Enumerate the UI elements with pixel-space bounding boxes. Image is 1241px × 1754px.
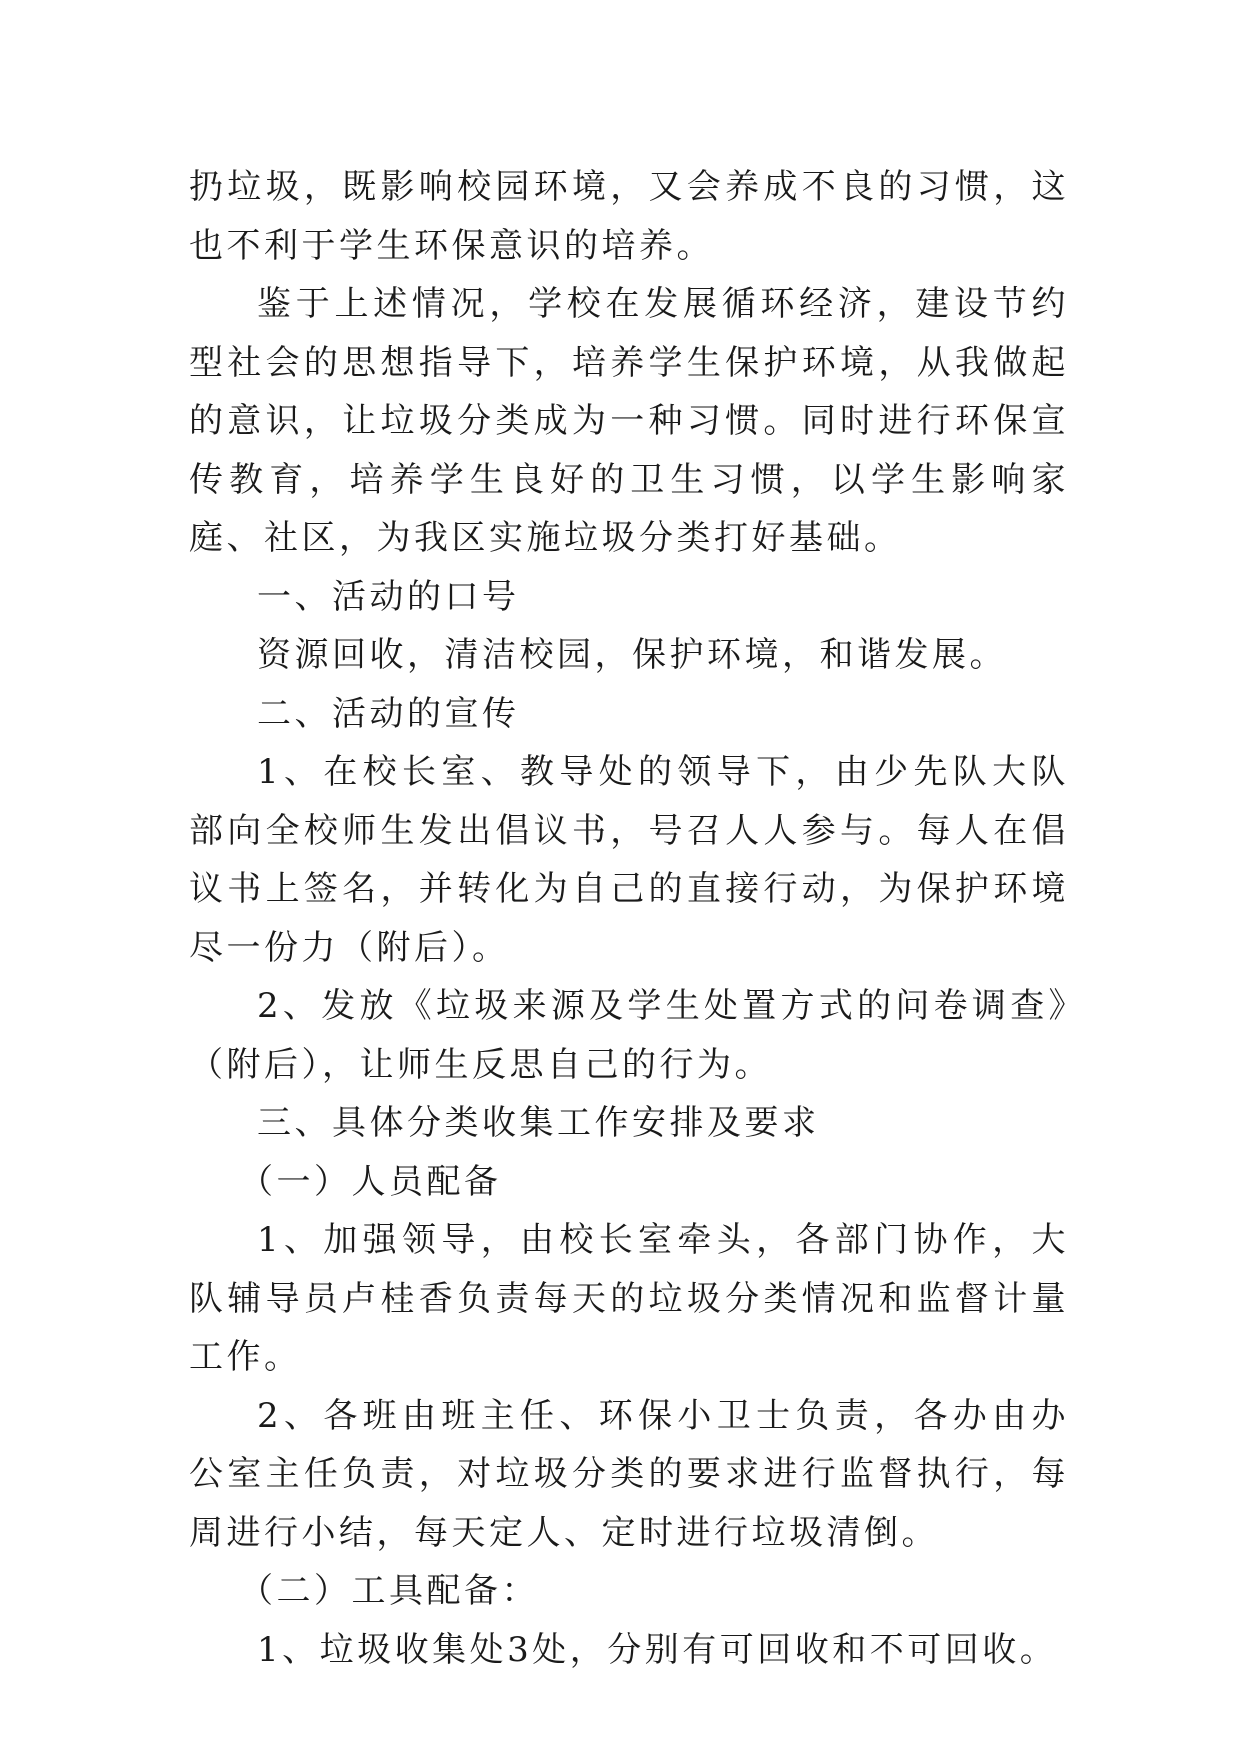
paragraph-publicity-2: 2、发放《垃圾来源及学生处置方式的问卷调查》（附后），让师生反思自己的行为。 [189,986,1069,1085]
subsection-heading-staffing: （一）人员配备 [239,1161,502,1202]
section-heading-publicity: 二、活动的宣传 [257,693,520,734]
paragraph-publicity-1: 1、在校长室、教导处的领导下，由少先队大队部向全校师生发出倡议书，号召人人参与。每人在倡议书上签名，并转化为自己的直接行动，为保护环境尽一份力（附后）。 [189,752,1069,968]
paragraph-background: 鉴于上述情况，学校在发展循环经济，建设节约型社会的思想指导下，培养学生保护环境，从我做起的意识，让垃圾分类成为一种习惯。同时进行环保宣传教育，培养学生良好的卫生习惯，以学生影响家庭、社区，为我区实施垃圾分类打好基础。 [189,284,1069,558]
section-heading-arrangement: 三、具体分类收集工作安排及要求 [257,1103,820,1143]
paragraph-staffing-2: 2、各班由班主任、环保小卫士负责，各办由办公室主任负责，对垃圾分类的要求进行监督执行，每周进行小结，每天定人、定时进行垃圾清倒。 [189,1395,1069,1553]
paragraph-slogan: 资源回收，清洁校园，保护环境，和谐发展。 [257,635,1007,675]
paragraph-tools-1: 1、垃圾收集处3处，分别有可回收和不可回收。 [257,1629,1058,1670]
section-heading-slogan: 一、活动的口号 [257,576,520,617]
paragraph-staffing-1: 1、加强领导，由校长室牵头，各部门协作，大队辅导员卢桂香负责每天的垃圾分类情况和监督计量工作。 [189,1220,1069,1377]
document-body [189,158,1069,1679]
subsection-heading-tools: （二）工具配备： [239,1571,539,1611]
paragraph-continuation: 扔垃圾，既影响校园环境，又会养成不良的习惯，这也不利于学生环保意识的培养。 [189,167,1069,266]
